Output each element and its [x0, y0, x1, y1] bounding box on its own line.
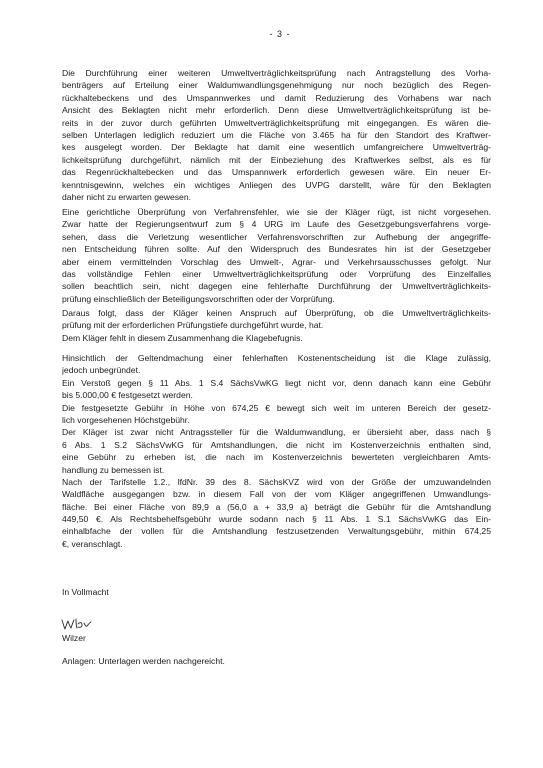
text-line: prüfung einschließlich der Beteiligungsvorschriften oder der Vorprüfung.: [62, 293, 335, 304]
text-line: 6 Abs. 1 S.2 SächsVwKG für Amtshandlungen, die nicht im Kostenverzeichnis enthalten sind,: [62, 439, 491, 450]
signatory-name: Wilzer: [62, 633, 86, 643]
text-line: reits in der zuvor durch geführten Umweltverträglichkeitsprüfung mit eingegangen. Es wären die-: [62, 117, 491, 128]
text-line: das vollständige Fehlen einer Umweltverträglichkeitsprüfung oder Vorprüfung des Einzelfalles: [62, 268, 491, 279]
text-line: Die Durchführung einer weiteren Umweltverträglichkeitsprüfung nach Antragstellung des Vorha-: [62, 68, 491, 78]
paragraph-uvp-reduction: [62, 67, 491, 203]
paragraph-judicial-review: [62, 206, 491, 305]
text-line: sollen beachtlich sein, nicht dagegen eine fehlerhafte Durchführung der Umweltverträglichkeits-: [62, 281, 491, 292]
text-line: benträgers auf Erteilung einer Waldumwandlungsgenehmigung nur noch bezüglich des Regen-: [62, 80, 491, 91]
text-line: lichkeitsprüfung durchgeführt, nämlich mit der Einbeziehung des Kraftwerkes selbst, als es für: [62, 154, 491, 165]
text-line: Der Kläger ist zwar nicht Antragssteller für die Waldumwandlung, er übersieht aber, dass nach §: [62, 427, 491, 438]
text-line: Die festgesetzte Gebühr in Höhe von 674,25 € bewegt sich weit im unteren Bereich der gesetz-: [62, 402, 491, 413]
paragraph-cost-decision: [62, 352, 491, 550]
text-line: €, veranschlagt.: [62, 538, 123, 549]
text-line: jedoch unbegründet.: [62, 365, 141, 376]
text-line: Hinsichtlich der Geltendmachung einer fehlerhaften Kostenentscheidung ist die Klage zulässig,: [62, 353, 491, 363]
text-line: Nach der Tarifstelle 1.2., lfdNr. 39 des 8. SächsKVZ wird von der Größe der umzuwandelnden: [62, 476, 491, 487]
text-line: kes ausgelegt worden. Der Beklagte hat damit eine wesentlich umfangreichere Umweltverträg-: [62, 142, 491, 153]
attachments-note: Anlagen: Unterlagen werden nachgereicht.: [62, 656, 225, 666]
text-line: 449,50 €. Als Rechtsbehelfsgebühr wurde sodann nach § 11 Abs. 1 S.1 SächsVwKG das Ein-: [62, 514, 491, 525]
paragraph-conclusion-standing: [62, 307, 491, 344]
text-line: lich vorgesehenen Höchstgebühr.: [62, 414, 190, 425]
text-line: Zwar hatte der Regierungsentwurf zum § 4 URG im Laufe des Gesetzgebungsverfahrens vorge-: [62, 219, 491, 230]
text-line: kenntnisgewinn, welches ein wichtiges Anliegen des UVPG darstellt, wäre für den Beklagten: [62, 179, 491, 190]
text-line: Dem Kläger fehlt in diesem Zusammenhang die Klagebefugnis.: [62, 332, 303, 343]
text-line: fläche. Bei einer Fläche von 89,9 a (56,0 a + 33,9 a) beträgt die Gebühr für die Amtshandlung: [62, 501, 491, 512]
handwritten-signature: [60, 614, 94, 634]
text-line: einhalbfache der vollen für die Amtshandlung festzusetzenden Verwaltungsgebühr, mithin 674,25: [62, 526, 491, 537]
text-line: Eine gerichtliche Überprüfung von Verfahrensfehler, wie sie der Kläger rügt, ist nicht vorgesehen.: [62, 207, 491, 217]
text-line: das Regenrückhaltebecken und das Umspannwerk erforderlich gewesen wäre. Ein neuer Er-: [62, 167, 491, 178]
text-line: aber einem vermittelnden Vorschlag des Umwelt-, Agrar- und Verkehrsausschusses gefolgt. Nur: [62, 256, 491, 267]
text-line: prüfung mit der erforderlichen Prüfungstiefe durchgeführt wurde, hat.: [62, 320, 324, 331]
text-line: Ein Verstoß gegen § 11 Abs. 1 S.4 SächsVwKG liegt nicht vor, denn danach kann eine Gebühr: [62, 377, 491, 388]
closing-formula: In Vollmacht: [62, 587, 109, 597]
text-line: eine Gebühr zu erheben ist, die nach im Kostenverzeichnis bewerteten vergleichbaren Amts-: [62, 452, 491, 463]
text-line: Ansicht des Beklagten nicht mehr erforderlich. Denn diese Umweltverträglichkeitsprüfung ist be-: [62, 105, 491, 116]
text-line: sehen, dass die Verletzung wesentlicher Verfahrensvorschriften zur Aufhebung der angegriffe-: [62, 231, 491, 242]
text-line: rückhaltebeckens und des Umspannwerkes und damit Reduzierung des Vorhabens war nach: [62, 92, 491, 103]
page-number: - 3 -: [269, 29, 291, 39]
text-line: selben Unterlagen lediglich reduziert um die Fläche von 3.465 ha für den Standort des Kraftwer-: [62, 129, 491, 140]
text-line: Daraus folgt, dass der Kläger keinen Anspruch auf Überprüfung, ob die Umweltverträglichkeits-: [62, 308, 491, 318]
text-line: bis 5.000,00 € festgesetzt werden.: [62, 390, 193, 401]
text-line: Waldfläche ausgegangen bzw. in diesem Fall von der vom Kläger angegriffenen Umwandlungs-: [62, 489, 491, 500]
text-line: handlung zu bemessen ist.: [62, 464, 165, 475]
text-line: daher nicht zu erwarten gewesen.: [62, 191, 191, 202]
text-line: nen Entscheidung führen sollte. Auf den Widerspruch des Bundesrates hin ist der Gesetzgeber: [62, 244, 491, 255]
